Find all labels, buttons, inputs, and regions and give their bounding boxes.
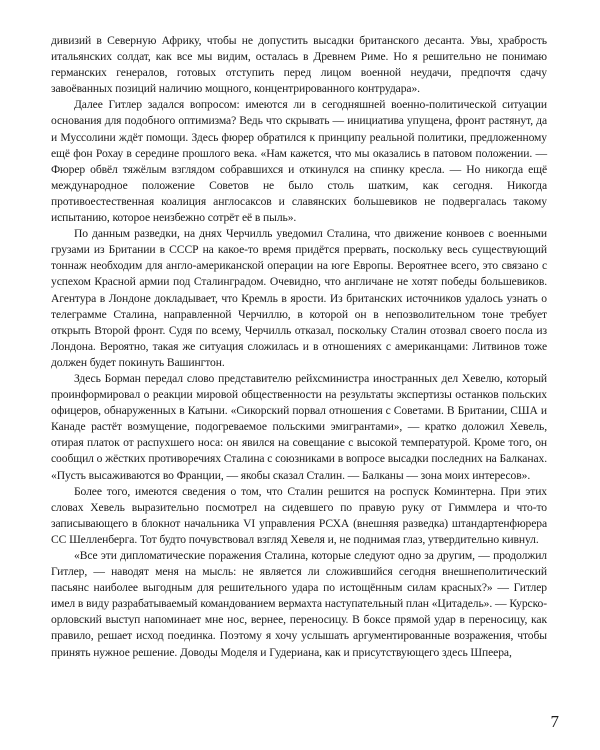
paragraph-3: По данным разведки, на днях Черчилль уведомил Сталина, что движение конвоев с военными грузами из Британии в СССР на какое-то время придётся прервать, поскольку весь существующий тоннаж необходим для англо-американской операции на юге Европы. Вероятнее всего, это связано с успехом Красной армии под Сталинградом. Очевидно, что англичане не хотят победы большевиков. Агентура в Лондоне докладывает, что Кремль в ярости. Из британских источников удалось узнать о телеграмме Сталина, направленной Черчиллю, в которой он в непозволительном тоне требует открыть Второй фронт. Судя по всему, Черчилль отказал, поскольку Сталин отозвал своего посла из Лондона. Вероятно, такая же ситуация сложилась и в отношениях с американцами: Литвинов тоже должен будет покинуть Вашингтон. [51,227,547,369]
paragraph-1: дивизий в Северную Африку, чтобы не допустить высадки британского десанта. Увы, храбрость итальянских солдат, как все мы видим, осталась в Древнем Риме. Но я решительно не понимаю германских генералов, готовых отступить перед лицом военной неудачи, предпочтя сдачу завоёванных позиций наличию мощного, концентрированного контрудара». [51,34,547,96]
page-text [51,33,547,661]
paragraph-4: Здесь Борман передал слово представителю рейхсминистра иностранных дел Хевелю, который проинформировал о реакции мировой общественности на результаты экспертизы останков польских офицеров, обнаруженных в Катыни. «Сикорский порвал отношения с Советами. В Британии, США и Канаде растёт возмущение, подогреваемое польскими эмигрантами», — кратко доложил Хевель, отирая платок от распухшего носа: он явился на совещание с высокой температурой. Кроме того, он сообщил о жёстких противоречиях Сталина с союзниками в вопросе высадки последних на Балканах. «Пусть высаживаются во Франции, — якобы сказал Сталин. — Балканы — зона моих интересов». [51,371,547,482]
paragraph-5: Более того, имеются сведения о том, что Сталин решится на роспуск Коминтерна. При этих словах Хевель выразительно посмотрел на сидевшего по правую руку от Гиммлера и что-то записывающего в блокнот начальника VI управления РСХА (внешняя разведка) штандартенфюрера СС Шелленберга. Тот будто почувствовал взгляд Хевеля и, не поднимая глаз, утвердительно кивнул. [51,484,547,546]
paragraph-2: Далее Гитлер задался вопросом: имеются ли в сегодняшней военно-политической ситуации основания для подобного оптимизма? Ведь что скрывать — инициатива упущена, фронт растянут, да и Муссолини ждёт помощи. Здесь фюрер обратился к принципу реальной политики, предложенному ещё фон Рохау в середине прошлого века. «Нам кажется, что мы оказались в патовом положении. — Фюрер обвёл тяжёлым взглядом собравшихся и откинулся на спинку кресла. — Но никогда ещё международное положение Советов не было столь шатким, как сегодня. Никогда противоестественная коалиция англосаксов и славянских большевиков не подвергалась такому испытанию, которое неизбежно сотрёт её в пыль». [51,98,547,225]
paragraph-6: «Все эти дипломатические поражения Сталина, которые следуют одно за другим, — продолжил Гитлер, — наводят меня на мысль: не является ли сложившийся сегодня внешнеполитический пасьянс наиболее выгодным для решительного удара по истощённым силам красных?» — Гитлер имел в виду разрабатываемый командованием вермахта наступательный план «Цитадель». — Курско-орловский выступ напоминает мне нос, вернее, переносицу. В боксе прямой удар в переносицу, как правило, решает исход поединка. Поэтому я хочу услышать аргументированные возражения, чтобы принять нужное решение. Доводы Моделя и Гудериана, как и присутствующего здесь Шпеера, [51,549,547,659]
page-number: 7 [550,712,559,731]
